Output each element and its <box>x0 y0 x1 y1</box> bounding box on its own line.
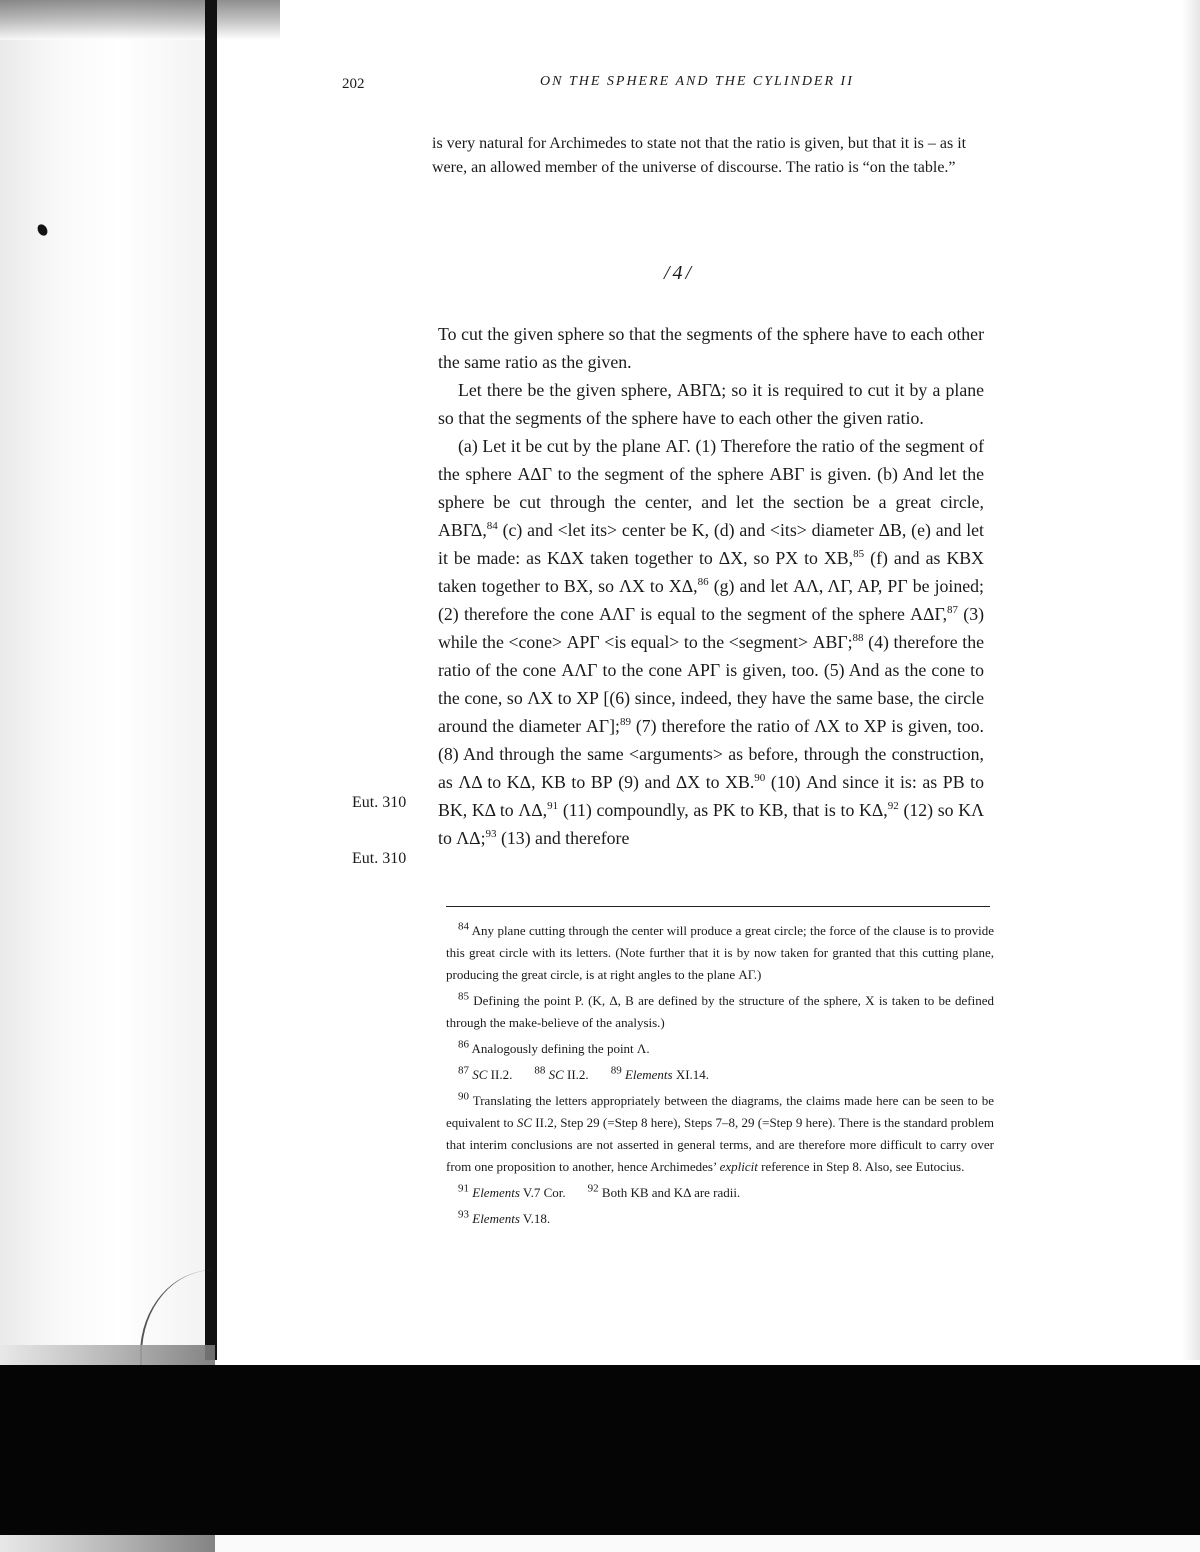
footnote-text: Any plane cutting through the center will produce a great circle; the force of the clause is to provide this great circle with its letters. (Note further that it is by now taken for granted that this cutting plane, producing the great circle, is at right angles to the plane ΑΓ.) <box>446 923 994 982</box>
footnote-ref[interactable]: 93 <box>485 828 497 841</box>
analysis-text: (a) Let it be cut by the plane ΑΓ. (1) Therefore the ratio of the segment of the sphere ΑΔΓ to the segment of the sphere ΑΒΓ is given. (b) And let the sphere be cut through the center, and let the section be a great circle, ΑΒΓΔ, <box>438 436 984 540</box>
footnote-ref[interactable]: 86 <box>697 576 709 589</box>
footnote-93 <box>446 1208 994 1230</box>
footnote-text: Elements <box>624 1067 673 1082</box>
book-spine-edge <box>205 0 217 1360</box>
footnote-number: 89 <box>610 1064 622 1077</box>
footnote-ref[interactable]: 92 <box>887 800 899 813</box>
footnote-number: 91 <box>458 1182 469 1195</box>
analysis-text: (4) therefore the ratio of the cone ΑΛΓ to the cone ΑΡΓ is given, too. (5) And as the cone to the cone, so ΛΧ to ΧΡ [(6) since, indeed, they have the same base, the circle around the diameter ΑΓ]; <box>438 632 984 736</box>
footnote-ref[interactable]: 85 <box>853 548 865 561</box>
footnote-number: 88 <box>534 1064 546 1077</box>
footnotes-87-89 <box>446 1064 994 1086</box>
footnote-ref[interactable]: 90 <box>754 772 766 785</box>
footnote-text: II.2, Step 29 (=Step 8 here), Steps 7–8, 29 (=Step 9 here). There is the standard problem that interim conclusions are not asserted in general terms, and are therefore more difficult to carry over from one proposition to another, hence Archimedes’ <box>446 1115 995 1174</box>
analysis-text: (c) and <let its> center be K, (d) and <its> diameter ΔΒ, (e) and let it be made: as ΚΔΧ taken together to ΔΧ, so ΡΧ to ΧΒ, <box>438 520 984 568</box>
analysis-text: (g) and let ΑΛ, ΛΓ, ΑΡ, ΡΓ be joined; (2) therefore the cone ΑΛΓ is equal to the segment of the sphere ΑΔΓ, <box>438 576 984 624</box>
footnote-text: reference in Step 8. Also, see Eutocius. <box>757 1159 965 1174</box>
setup-paragraph: Let there be the given sphere, ΑΒΓΔ; so it is required to cut it by a plane so that the segments of the sphere have to each other the given ratio. <box>438 380 984 428</box>
analysis-text: (7) therefore the ratio of ΛΧ to ΧΡ is given, too. (8) And through the same <arguments> as before, through the construction, as ΛΔ to ΚΔ, ΚΒ to ΒΡ (9) and ΔΧ to ΧΒ. <box>438 716 984 792</box>
footnote-number: 92 <box>587 1182 599 1195</box>
footnotes-91-92 <box>446 1182 994 1204</box>
margin-note-eutocius: Eut. 310 <box>352 794 407 811</box>
footnote-90 <box>446 1090 994 1178</box>
section-number: /4/ <box>664 262 695 284</box>
footnote-ref[interactable]: 87 <box>947 604 959 617</box>
footnote-text: V.18. <box>519 1211 551 1226</box>
footnote-number: 84 <box>458 920 469 933</box>
footnote-text: SC <box>548 1067 564 1082</box>
running-head: ON THE SPHERE AND THE CYLINDER II <box>540 74 854 89</box>
footnote-text: Both KB and KΔ are radii. <box>601 1185 741 1200</box>
margin-note-eutocius: Eut. 310 <box>352 850 407 867</box>
analysis-text: (f) and as ΚΒΧ taken together to ΒΧ, so ΛΧ to ΧΔ, <box>438 548 984 596</box>
footnote-ref[interactable]: 91 <box>547 800 559 813</box>
main-text <box>438 320 984 852</box>
footnote-86 <box>446 1038 994 1060</box>
scan-bottom-black-band <box>0 1365 1200 1535</box>
proposition-statement: To cut the given sphere so that the segments of the sphere have to each other the same ratio as the given. <box>438 324 984 372</box>
footnotes <box>446 920 994 1234</box>
analysis-text: (12) so ΚΛ to ΛΔ; <box>438 800 984 848</box>
scan-bottom-margin <box>215 1535 1200 1552</box>
footnote-text: II.2. <box>487 1067 513 1082</box>
footnote-84 <box>446 920 994 986</box>
footnote-number: 85 <box>458 990 469 1003</box>
footnote-text: SC <box>516 1115 533 1130</box>
footnote-85 <box>446 990 994 1034</box>
analysis-text: (3) while the <cone> ΑΡΓ <is equal> to the <segment> ΑΒΓ; <box>438 604 984 652</box>
footnote-text: Defining the point P. (K, Δ, B are defined by the structure of the sphere, X is taken to be defined through the make-believe of the analysis.) <box>446 993 994 1030</box>
analysis-paragraph <box>438 432 984 852</box>
intro-paragraph: is very natural for Archimedes to state not that the ratio is given, but that it is – as it were, an allowed member of the universe of discourse. The ratio is “on the table.” <box>432 135 967 176</box>
footnote-text: Translating the letters appropriately between the diagrams, the claims made here can be seen to be equivalent to <box>446 1093 995 1130</box>
footnote-text: XI.14. <box>672 1067 710 1082</box>
footnote-text: II.2. <box>563 1067 589 1082</box>
footnote-text: Elements <box>472 1211 520 1226</box>
footnote-ref[interactable]: 88 <box>852 632 864 645</box>
footnote-text: Analogously defining the point Λ. <box>471 1041 650 1056</box>
footnote-number: 86 <box>458 1038 469 1051</box>
analysis-text: (13) and therefore <box>496 828 630 848</box>
footnote-number: 90 <box>458 1090 469 1103</box>
footnote-divider <box>446 906 990 907</box>
footnote-number: 93 <box>458 1208 469 1221</box>
footnote-text: V.7 Cor. <box>519 1185 566 1200</box>
footnote-text: Elements <box>472 1185 520 1200</box>
footnote-ref[interactable]: 89 <box>619 716 631 729</box>
footnote-ref[interactable]: 84 <box>486 520 498 533</box>
analysis-text: (10) And since it is: as ΡΒ to ΒΚ, ΚΔ to ΛΔ, <box>438 772 984 820</box>
footnote-text: SC <box>472 1067 488 1082</box>
scan-right-edge <box>1182 0 1200 1360</box>
footnote-text: explicit <box>719 1159 758 1174</box>
footnote-number: 87 <box>458 1064 469 1077</box>
analysis-text: (11) compoundly, as ΡΚ to ΚΒ, that is to ΚΔ, <box>558 800 888 820</box>
scan-top-shadow <box>0 0 280 40</box>
page-number: 202 <box>342 76 365 92</box>
